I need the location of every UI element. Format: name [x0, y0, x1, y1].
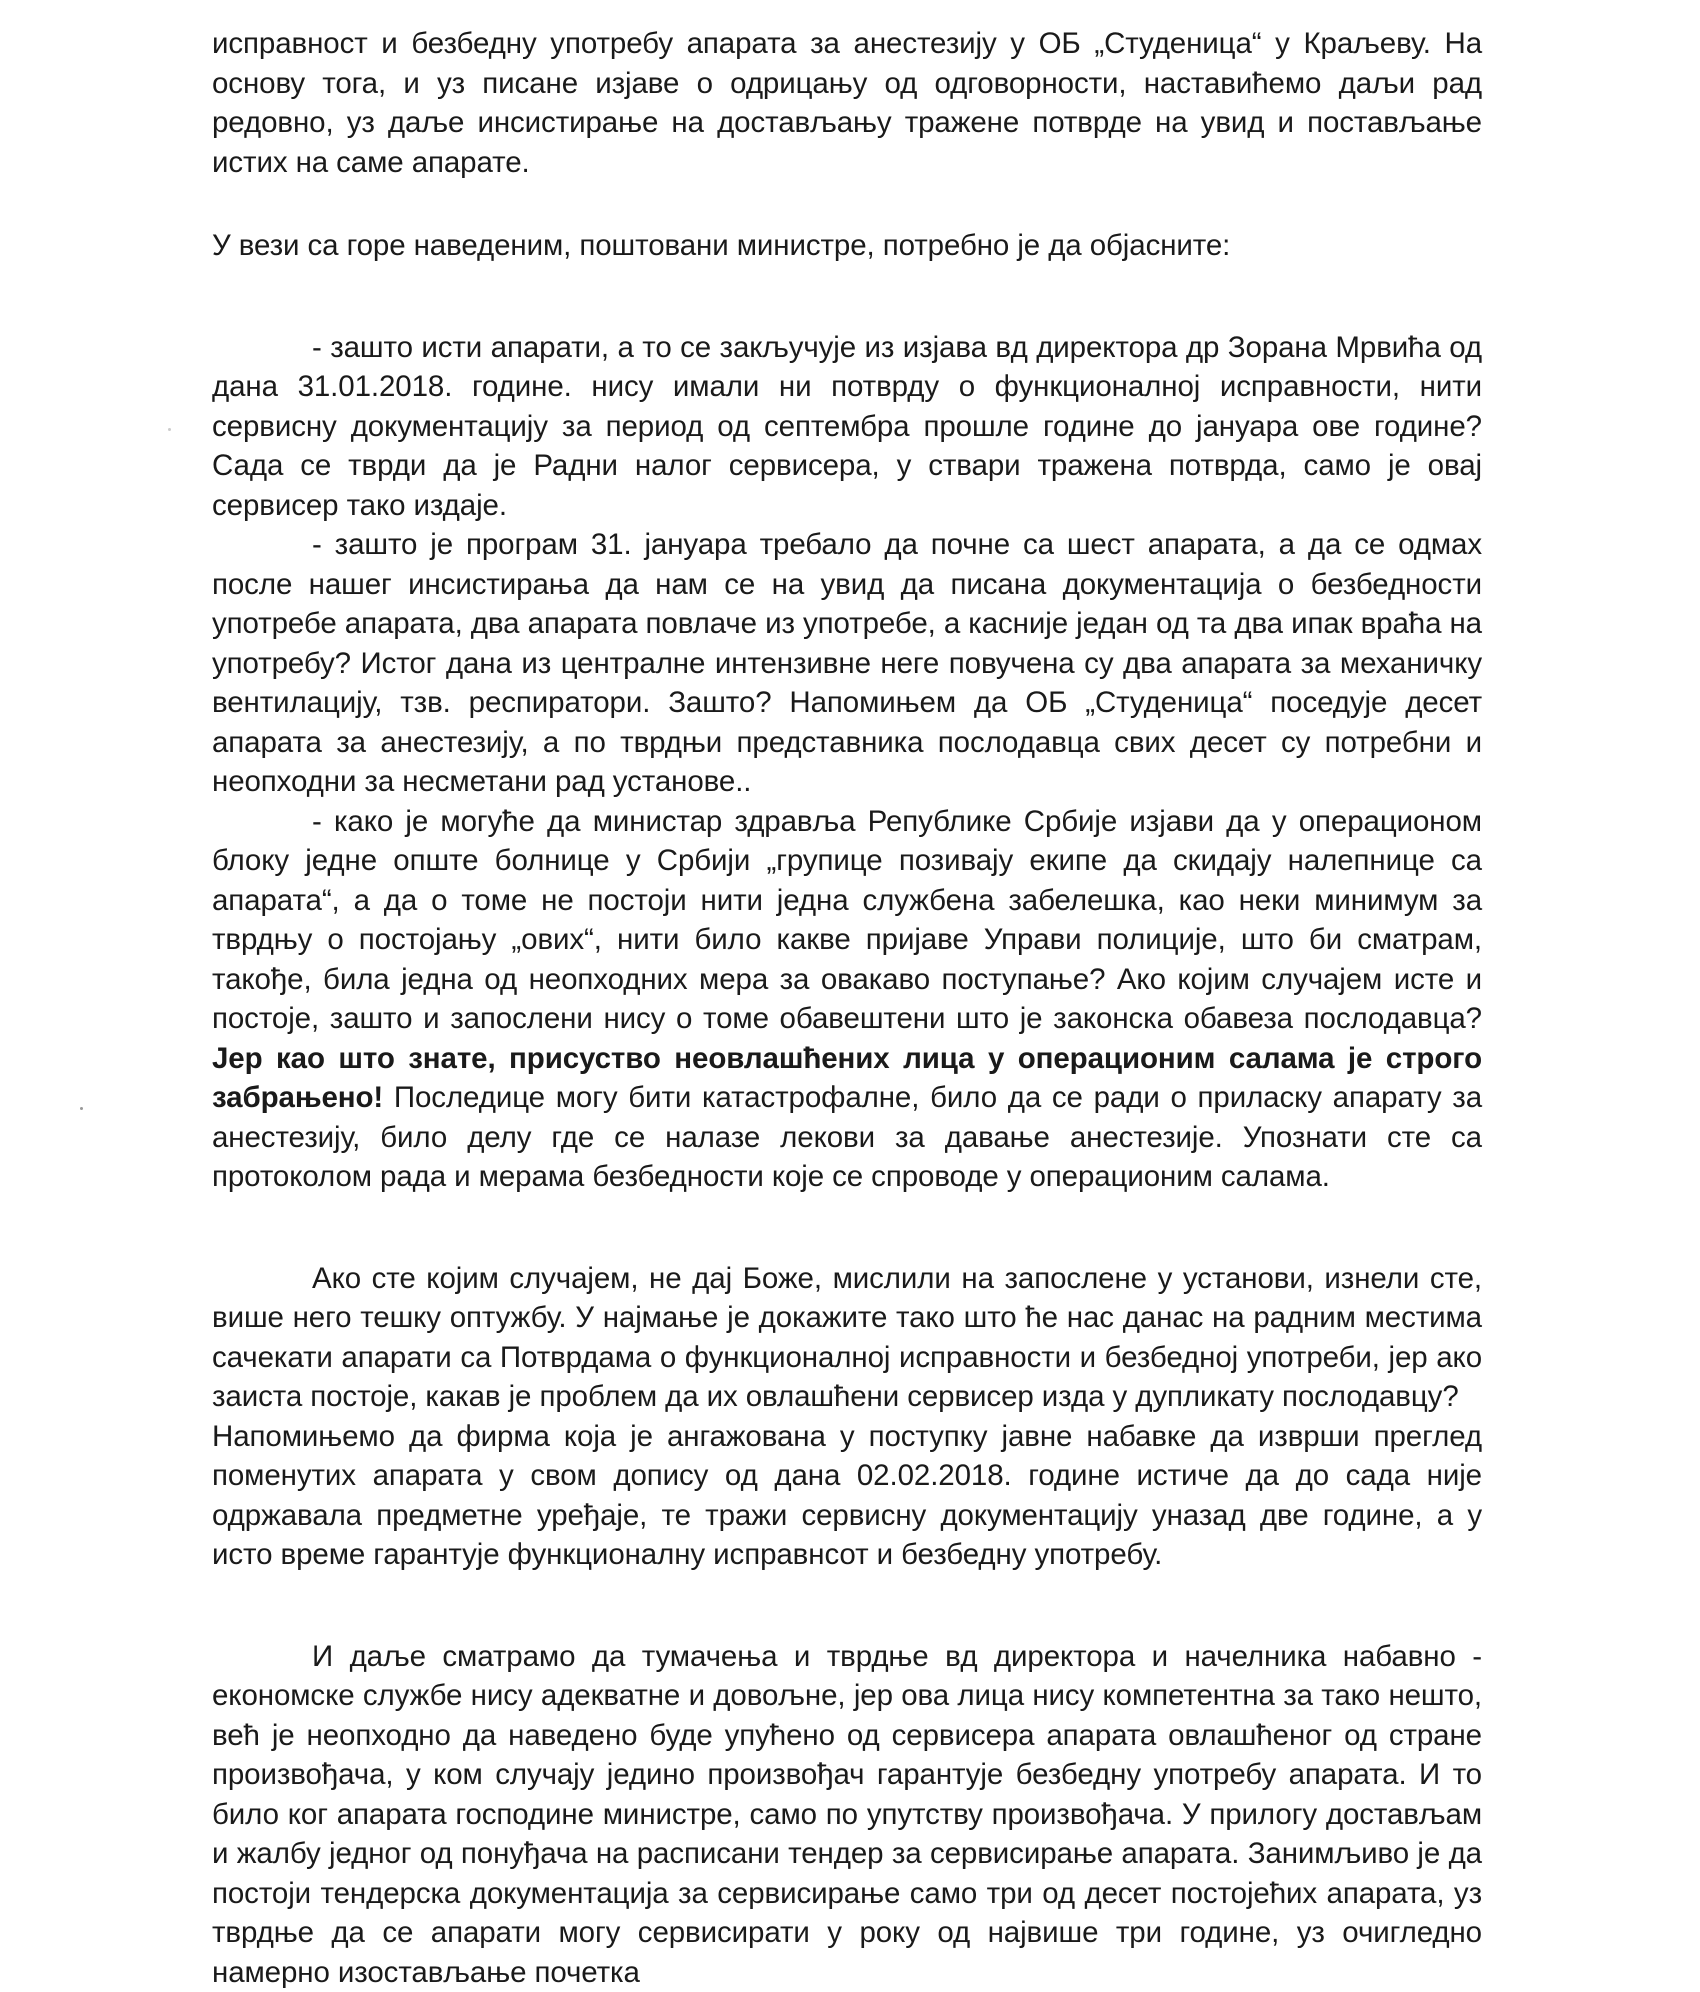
scan-speck — [80, 1107, 83, 1110]
paragraph-explain-request: У вези са горе наведеним, поштовани министре, потребно је да објасните: — [212, 226, 1482, 266]
document-page — [212, 24, 1482, 1992]
paragraph-further-position: И даље сматрамо да тумачења и тврдње вд директора и начелника набавно - економске службе нису адекватне и довољне, јер ова лица нису компетентна за тако нешто, већ је неопходно да наведено буде упућено од сервисера апарата овлашћеног од стране произвођача, у ком случају једино произвођач гарантује безбедну употребу апарата. И то било ког апарата господине министре, само по упутству произвођача. У прилогу достављам и жалбу једног од понуђача на расписани тендер за сервисирање апарата. Занимљиво је да постоји тендерска документација за сервисирање само три од десет постојећих апарата, уз тврдње да се апарати могу сервисирати у року од највише три године, уз очигледно намерно изостављање почетка — [212, 1637, 1482, 1992]
paragraph-question-2: - зашто је програм 31. јануара требало да почне са шест апарата, а да се одмах после нашег инсистирања да нам се на увид да писана документација о безбедности употребе апарата, два апарата повлаче из употребе, а касније један од та два ипак враћа на употребу? Истог дана из централне интензивне неге повучена су два апарата за механичку вентилацију, тзв. респиратори. Зашто? Напомињем да ОБ „Студеница“ поседује десет апарата за анестезију, а по тврдњи представника послодавца свих десет су потребни и неопходни за несметани рад установе.. — [212, 525, 1482, 802]
question-3-bold-warning: Јер као што знате, присуство неовлашћених лица у операционим салама је строго забрањено! — [212, 1042, 1482, 1115]
paragraph-accusation: Ако сте којим случајем, не дај Боже, мислили на запослене у установи, изнели сте, више него тешку оптужбу. У најмање је докажите тако што ће нас данас на радним местима сачекати апарати са Потврдама о функционалној исправности и безбедној употреби, јер ако заиста постоје, какав је проблем да их овлашћени сервисер изда у дупликату послодавцу? — [212, 1259, 1482, 1417]
scan-speck — [168, 428, 171, 431]
paragraph-question-3 — [212, 802, 1482, 1197]
paragraph-intro: исправност и безбедну употребу апарата за анестезију у ОБ „Студеница“ у Краљеву. На основу тога, и уз писане изјаве о одрицању од одговорности, наставићемо даљи рад редовно, уз даље инсистирање на достављању тражене потврде на увид и постављање истих на саме апарате. — [212, 24, 1482, 182]
question-3-text-a: - како је могуће да министар здравља Републике Србије изјави да у операционом блоку једне опште болнице у Србији „групице позивају екипе да скидају налепнице са апарата“, а да о томе не постоји нити једна службена забелешка, као неки минимум за тврдњу о постојању „ових“, нити било какве пријаве Управи полиције, што би сматрам, такође, била једна од неопходних мера за овакаво поступање? Ако којим случајем исте и постоје, зашто и запослени нису о томе обавештени што је законска обавеза послодавца? — [212, 805, 1482, 1036]
paragraph-question-1: - зашто исти апарати, а то се закључује из изјава вд директора др Зорана Мрвића од дана 31.01.2018. године. нису имали ни потврду о функционалној исправности, нити сервисну документацију за период од септембра прошле године до јануара ове године? Сада се тврди да је Радни налог сервисера, у ствари тражена потврда, само је овај сервисер тако издаје. — [212, 328, 1482, 526]
paragraph-firm-letter: Напомињемо да фирма која је ангажована у поступку јавне набавке да изврши преглед поменутих апарата у свом допису од дана 02.02.2018. године истиче да до сада није одржавала предметне уређаје, те тражи сервисну документацију уназад две године, а у исто време гарантује функционалну исправнсот и безбедну употребу. — [212, 1417, 1482, 1575]
question-3-text-b: Последице могу бити катастрофалне, било да се ради о приласку апарату за анестезију, било делу где се налазе лекови за давање анестезије. Упознати сте са протоколом рада и мерама безбедности које се спроводе у операционим салама. — [212, 1081, 1482, 1193]
